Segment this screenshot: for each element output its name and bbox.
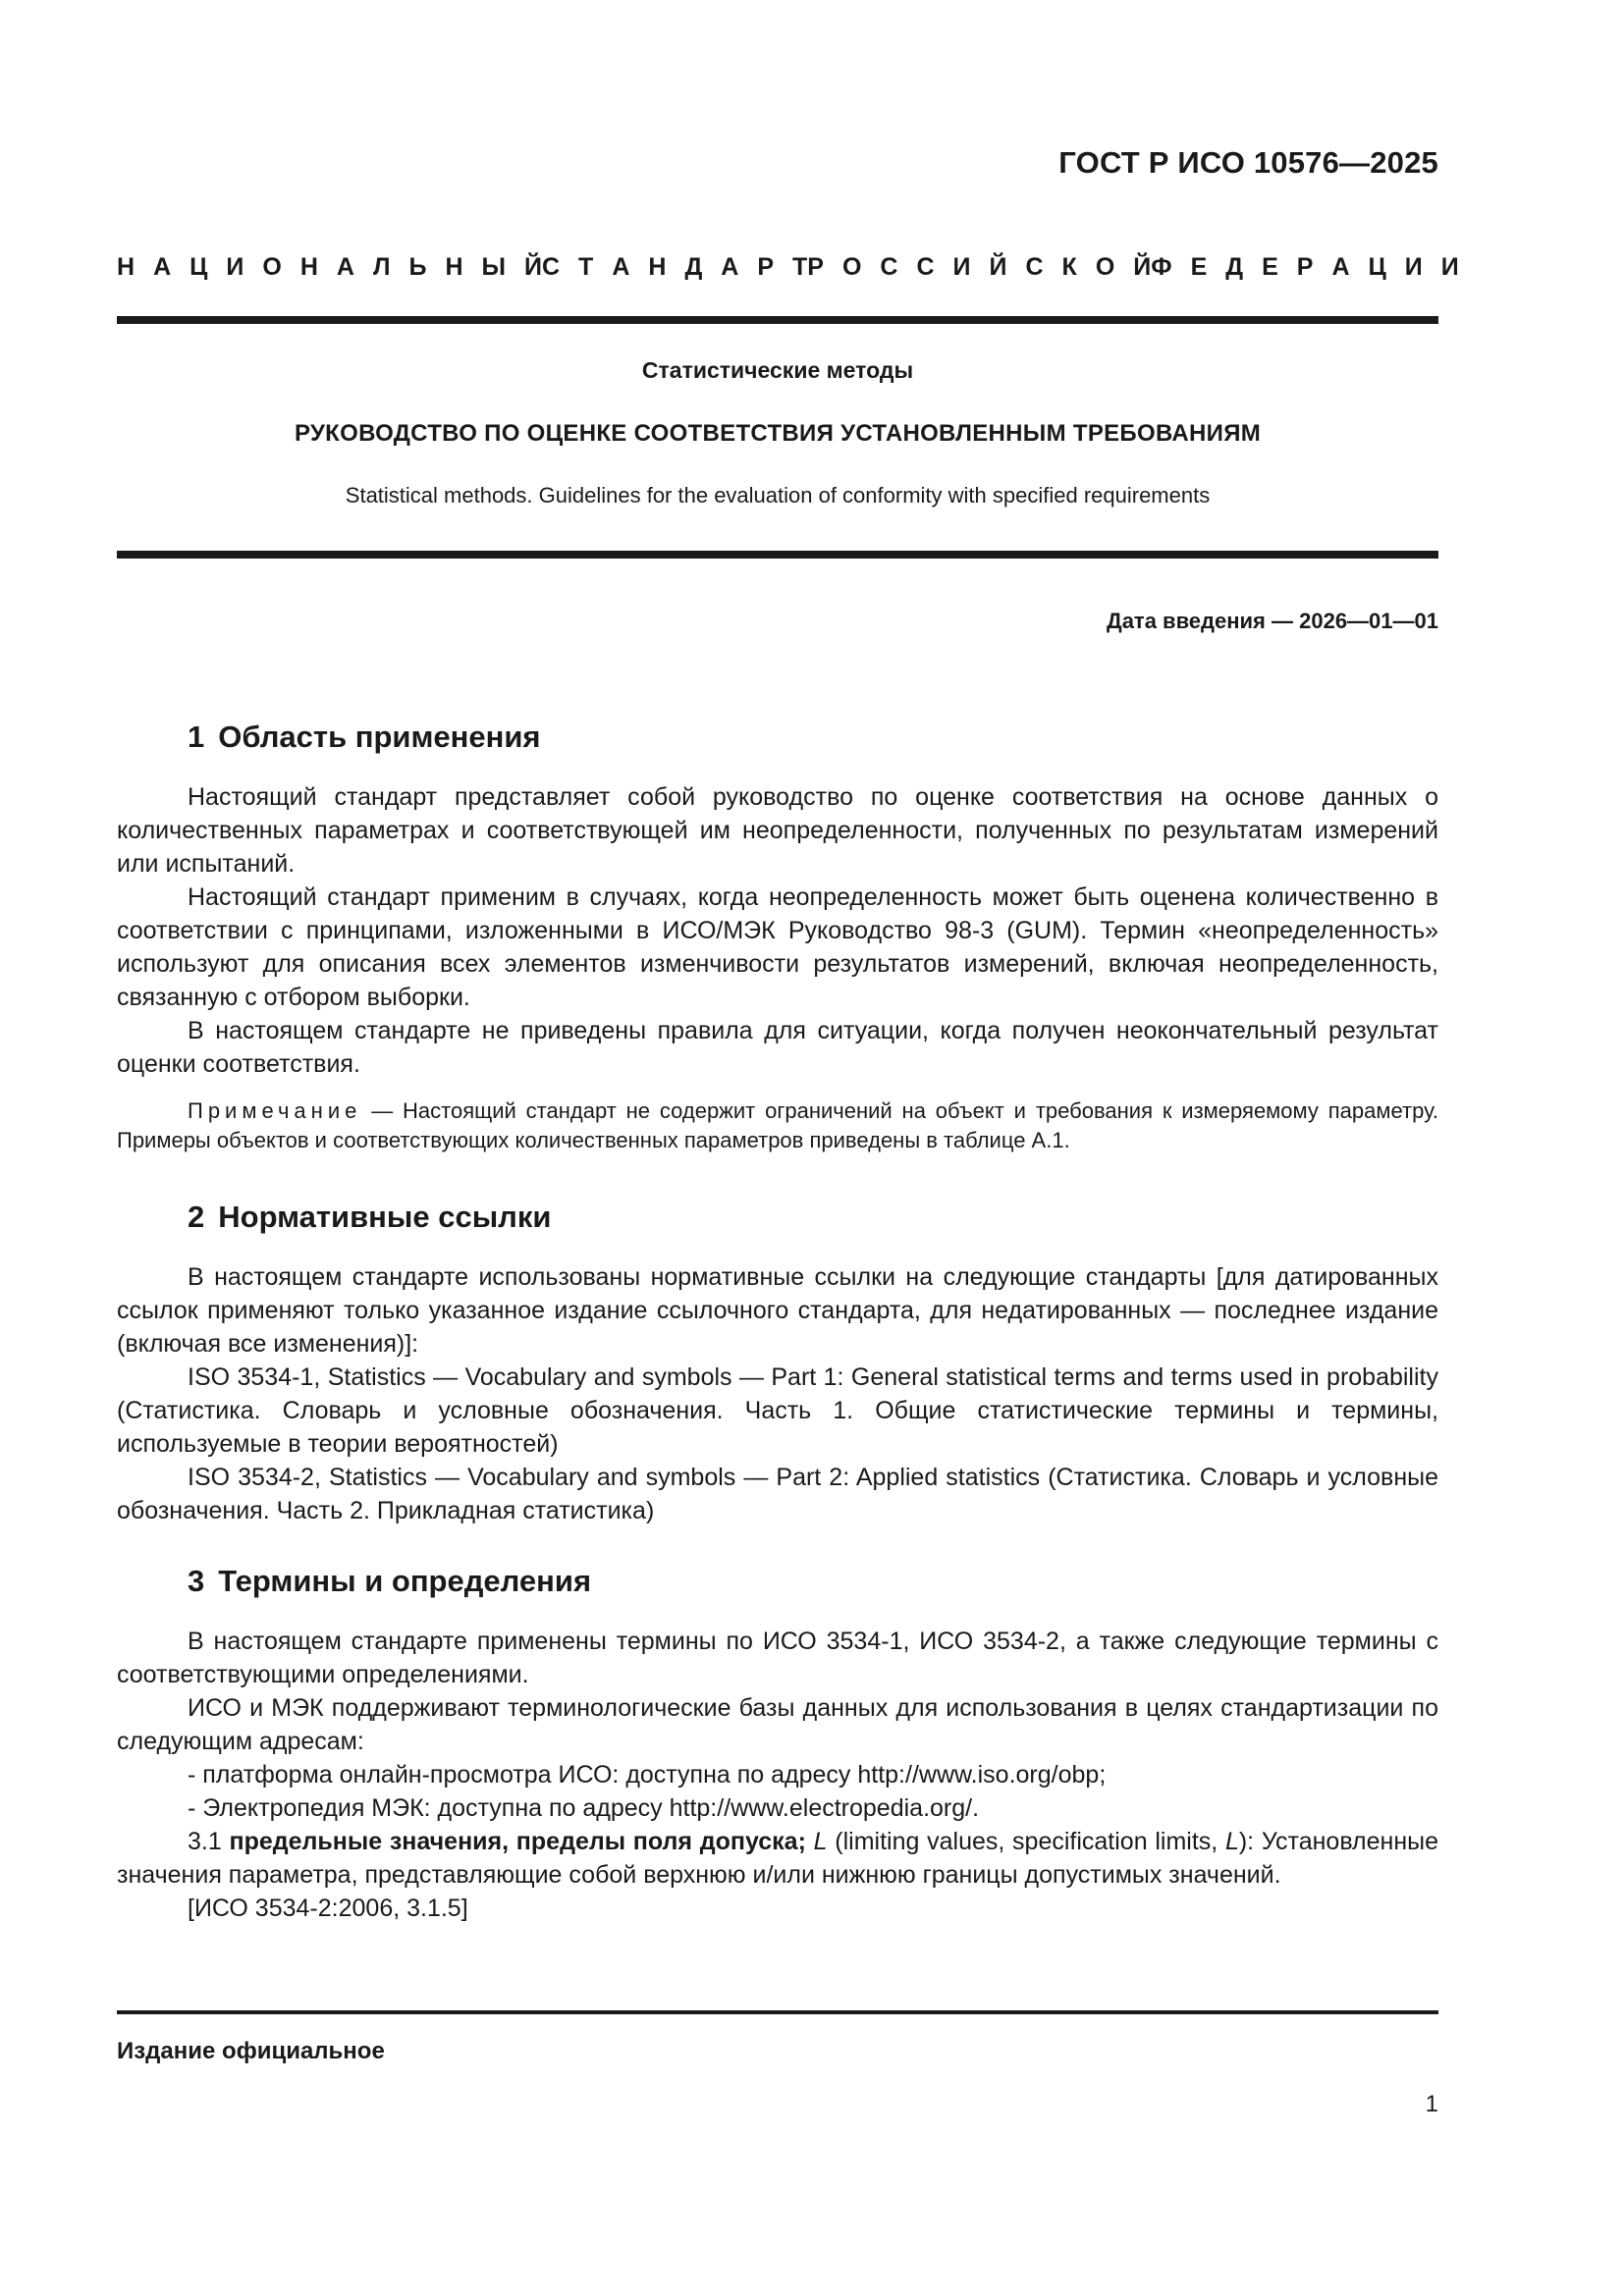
note-label: Примечание xyxy=(188,1098,362,1123)
national-title-word-4: Ф Е Д Е Р А Ц И И xyxy=(1151,253,1459,281)
document-title-ru: РУКОВОДСТВО ПО ОЦЕНКЕ СООТВЕТСТВИЯ УСТАНОВЛЕННЫМ ТРЕБОВАНИЯМ xyxy=(294,420,1262,447)
section-2-title: Нормативные ссылки xyxy=(218,1200,552,1234)
section-1-note xyxy=(117,1096,1438,1155)
section-2-paragraph-3: ISO 3534-2, Statistics — Vocabulary and symbols — Part 2: Applied statistics (Статистика. Словарь и условные обозначения. Часть 2. Прикладная статистика) xyxy=(117,1464,1438,1524)
note-text: — Настоящий стандарт не содержит ограничений на объект и требования к измеряемому параметру. Примеры объектов и соответствующих количественных параметров приведены в таблице А.1. xyxy=(117,1098,1438,1152)
section-3-paragraph-4: - Электропедия МЭК: доступна по адресу http://www.electropedia.org/. xyxy=(188,1794,980,1822)
header-divider xyxy=(117,316,1438,324)
national-title-word-1: Н А Ц И О Н А Л Ь Н Ы Й xyxy=(117,253,542,281)
term-symbol: L xyxy=(813,1828,828,1855)
section-3-title: Термины и определения xyxy=(218,1564,592,1598)
section-3-paragraph-3: - платформа онлайн-просмотра ИСО: доступна по адресу http://www.iso.org/obp; xyxy=(188,1761,1107,1789)
term-3-1 xyxy=(117,1825,1438,1892)
introduction-date: Дата введения — 2026—01—01 xyxy=(1107,609,1438,633)
title-divider xyxy=(117,551,1438,559)
section-2-number: 2 xyxy=(188,1200,205,1234)
section-2-paragraph-1: В настоящем стандарте использованы нормативные ссылки на следующие стандарты [для датированных ссылок применяют только указанное издание ссылочного стандарта, для недатированных — последнее издание (включая все изменения)]: xyxy=(117,1263,1438,1358)
footer-divider xyxy=(117,2010,1438,2014)
section-3-heading xyxy=(188,1564,591,1599)
national-standard-title xyxy=(117,253,1459,282)
section-2-body xyxy=(117,1260,1438,1527)
term-name: предельные значения, пределы поля допуска; xyxy=(229,1828,806,1855)
document-number: ГОСТ Р ИСО 10576—2025 xyxy=(1058,145,1438,180)
document-page xyxy=(117,0,1459,2296)
official-edition-label: Издание официальное xyxy=(117,2038,385,2064)
section-2-paragraph-2: ISO 3534-1, Statistics — Vocabulary and symbols — Part 1: General statistical terms and terms used in probability (Статистика. Словарь и условные обозначения. Часть 1. Общие статистические термины и термины, используемые в теории вероятностей) xyxy=(117,1363,1438,1458)
term-number: 3.1 xyxy=(188,1828,230,1855)
section-1-paragraph-1: Настоящий стандарт представляет собой руководство по оценке соответствия на основе данных о количественных параметрах и соответствующей им неопределенности, полученных по результатам измерений или испытаний. xyxy=(117,783,1438,878)
section-3-number: 3 xyxy=(188,1564,205,1598)
national-title-word-3: Р О С С И Й С К О Й xyxy=(807,253,1152,281)
section-3-body xyxy=(117,1625,1438,1925)
section-1-paragraph-2: Настоящий стандарт применим в случаях, когда неопределенность может быть оценена количественно в соответствии с принципами, изложенными в ИСО/МЭК Руководство 98-3 (GUM). Термин «неопределенность» используют для описания всех элементов изменчивости результатов измерений, включая неопределенность, связанную с отбором выборки. xyxy=(117,883,1438,1011)
section-1-body xyxy=(117,780,1438,1081)
term-english-symbol: L xyxy=(1224,1828,1239,1855)
section-1-heading xyxy=(188,720,541,755)
page-number: 1 xyxy=(1425,2091,1438,2117)
section-1-paragraph-3: В настоящем стандарте не приведены правила для ситуации, когда получен неокончательный результат оценки соответствия. xyxy=(117,1017,1438,1078)
section-3-paragraph-1: В настоящем стандарте применены термины по ИСО 3534-1, ИСО 3534-2, а также следующие термины с соответствующими определениями. xyxy=(117,1628,1438,1688)
document-title-en: Statistical methods. Guidelines for the evaluation of conformity with specified requirements xyxy=(345,483,1211,507)
section-3-paragraph-2: ИСО и МЭК поддерживают терминологические базы данных для использования в целях стандартизации по следующим адресам: xyxy=(117,1694,1438,1755)
national-title-word-2: С Т А Н Д А Р Т xyxy=(541,253,808,281)
section-1-title: Область применения xyxy=(218,720,541,754)
section-2-heading xyxy=(188,1200,551,1235)
term-english-open: (limiting values, specification limits, xyxy=(827,1828,1225,1855)
term-definition: ): Установленные значения параметра, представляющие собой верхнюю и/или нижнюю границы допустимых значений. xyxy=(117,1828,1439,1889)
subtitle-ru: Статистические методы xyxy=(641,357,914,383)
section-1-number: 1 xyxy=(188,720,205,754)
term-source: [ИСО 3534-2:2006, 3.1.5] xyxy=(188,1895,468,1922)
